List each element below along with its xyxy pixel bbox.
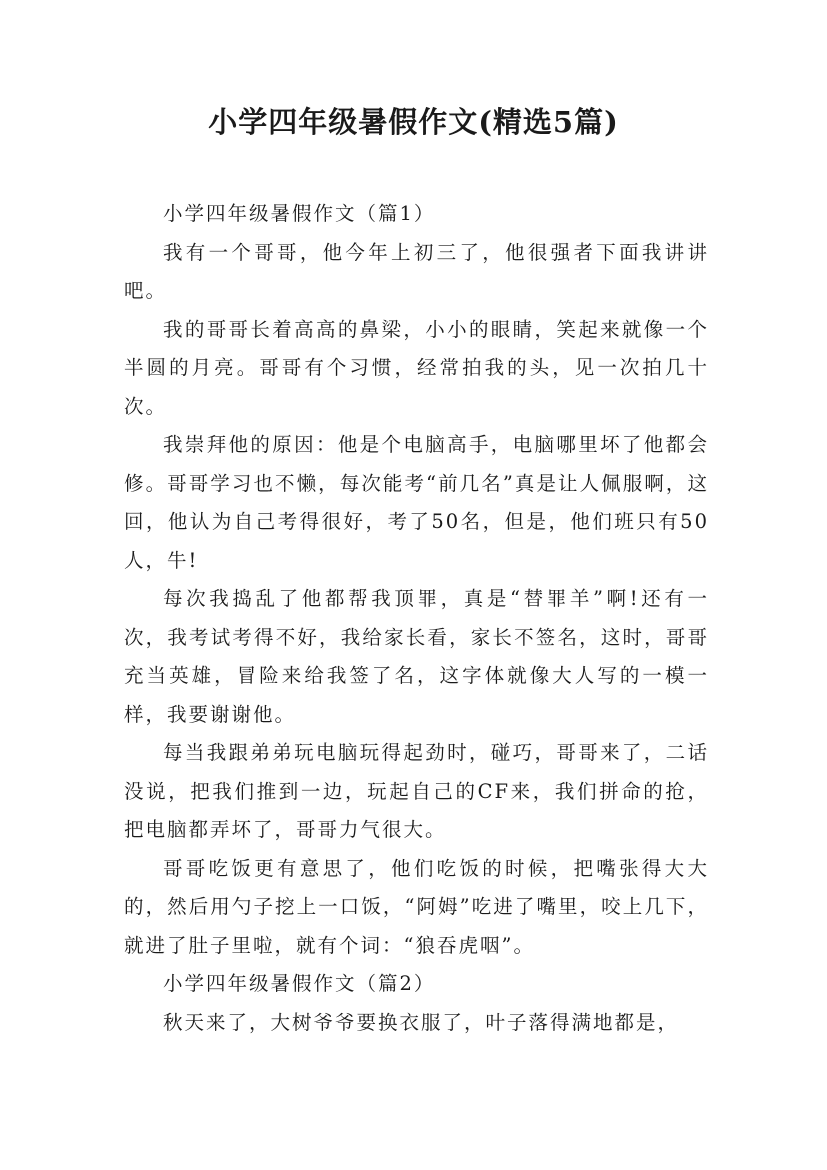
paragraph: 我有一个哥哥，他今年上初三了，他很强者下面我讲讲吧。: [124, 240, 709, 302]
document-title: 小学四年级暑假作文(精选5篇): [208, 105, 619, 139]
paragraph: 我的哥哥长着高高的鼻梁，小小的眼睛，笑起来就像一个半圆的月亮。哥哥有个习惯，经常拍我的头，见一次拍几十次。: [124, 317, 709, 418]
paragraph: 秋天来了，大树爷爷要换衣服了，叶子落得满地都是，: [163, 1010, 680, 1034]
section-heading-1: 小学四年级暑假作文（篇1）: [163, 202, 436, 225]
section-heading-2: 小学四年级暑假作文（篇2）: [163, 972, 436, 995]
paragraph: 每次我捣乱了他都帮我顶罪，真是“替罪羊”啊!还有一次，我考试考得不好，我给家长看，家长不签名，这时，哥哥充当英雄，冒险来给我签了名，这字体就像大人写的一模一样，我要谢谢他。: [124, 587, 709, 726]
paragraph: 每当我跟弟弟玩电脑玩得起劲时，碰巧，哥哥来了，二话没说，把我们推到一边，玩起自己的CF来，我们拼命的抢，把电脑都弄坏了，哥哥力气很大。: [124, 741, 709, 841]
paragraph: 哥哥吃饭更有意思了，他们吃饭的时候，把嘴张得大大的，然后用勺子挖上一口饭，“阿姆”吃进了嘴里，咬上几下，就进了肚子里啦，就有个词：“狼吞虎咽”。: [124, 856, 709, 957]
paragraph: 我崇拜他的原因：他是个电脑高手，电脑哪里坏了他都会修。哥哥学习也不懒，每次能考“前几名”真是让人佩服啊，这回，他认为自己考得很好，考了50名，但是，他们班只有50人，牛!: [124, 433, 709, 572]
document-body: [124, 195, 709, 1042]
